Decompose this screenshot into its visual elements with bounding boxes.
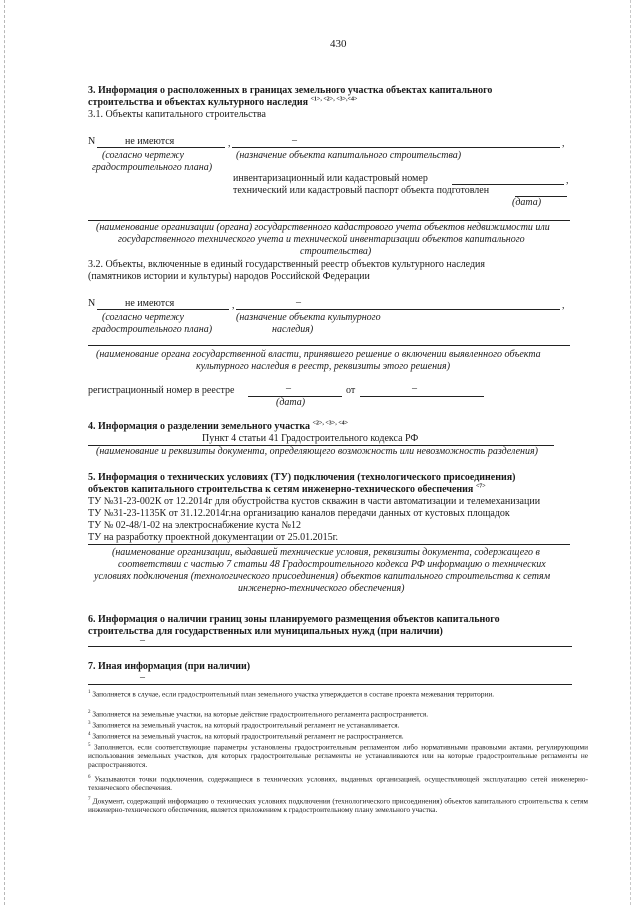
- footnote-2-text: Заполняется на земельные участки, на которые действие градостроительного регламента распространяется.: [92, 709, 429, 719]
- comma-1b: ,: [562, 138, 565, 149]
- footnote-2-number: 2: [88, 710, 91, 715]
- inventory-number-label: инвентаризационный или кадастровый номер: [233, 173, 428, 184]
- tu-underline: [88, 544, 570, 545]
- caption-drawing-1a: (согласно чертежу: [102, 150, 184, 161]
- division-document-caption: (наименование и реквизиты документа, определяющего возможность или невозможность разделения): [96, 446, 538, 457]
- tu-caption-1: (наименование организации, выдавшей технические условия, реквизиты документа, содержащего в: [112, 547, 540, 558]
- tu-item-1: ТУ №31-23-002К от 12.2014г для обустройства кустов скважин в части автоматизации и телемеханизации: [88, 496, 541, 507]
- purpose-value-2: –: [296, 297, 301, 308]
- section-3-heading-text: строительства и объектах культурного наследия: [88, 97, 309, 108]
- footnote-5-text: Заполняется, если соответствующие параметры установлены градостроительным регламентом либо нормативными правовыми актами, регулирующими использования земельных участков, для которых градостроительные регламенты не устанавливаются или на которые градостроительные регламенты не распространяются.: [88, 742, 588, 770]
- caption-purpose-1: (назначение объекта капитального строительства): [236, 150, 462, 161]
- division-document-value: Пункт 4 статьи 41 Градостроительного кодекса РФ: [202, 433, 419, 444]
- registry-date-value: –: [412, 383, 417, 394]
- passport-date-caption: (дата): [512, 197, 542, 208]
- footnote-6-text: Указываются точки подключения, содержащиеся в технических условиях, выданных организацией, осуществляющей эксплуатацию сетей инженерно-технического обеспечения.: [88, 774, 588, 793]
- footnote-6-number: 6: [88, 775, 91, 780]
- authority-caption-1: (наименование органа государственной власти, принявшего решение о включении выявленного объекта: [96, 349, 541, 360]
- subsection-3-2-line2: (памятников истории и культуры) народов Российской Федерации: [88, 271, 370, 282]
- passport-label: технический или кадастровый паспорт объекта подготовлен: [233, 185, 490, 196]
- caption-drawing-1b: градостроительного плана): [92, 162, 213, 173]
- caption-drawing-2b: градостроительного плана): [92, 324, 213, 335]
- org-caption-3: строительства): [300, 246, 372, 257]
- n-value-1: не имеются: [125, 136, 175, 147]
- tu-caption-4: инженерно-технического обеспечения): [238, 583, 405, 594]
- section-5-heading-line1: 5. Информация о технических условиях (ТУ) подключения (технологического присоединения): [88, 472, 516, 483]
- section-4-heading: [88, 421, 348, 433]
- section-4-heading-text: 4. Информация о разделении земельного участка: [88, 421, 311, 432]
- authority-field-line: [88, 345, 570, 346]
- purpose-field-line-2: [236, 309, 560, 310]
- footnote-2: [88, 708, 588, 718]
- section-3-heading-line1: 3. Информация о расположенных в границах земельного участка объектах капитального: [88, 85, 493, 96]
- footnote-1: [88, 688, 592, 698]
- caption-heritage-purpose-2: наследия): [272, 324, 314, 335]
- authority-caption-2: культурного наследия в реестр, реквизиты этого решения): [196, 361, 451, 372]
- tu-item-2: ТУ №31-23-1135К от 31.12.2014г.на организацию каналов передачи данных от кустовых площадок: [88, 508, 510, 519]
- footnote-separator: [88, 684, 572, 685]
- caption-drawing-2a: (согласно чертежу: [102, 312, 184, 323]
- n-label-2: N: [88, 298, 96, 309]
- footnote-1-number: 1: [88, 690, 91, 695]
- caption-heritage-purpose-1: (назначение объекта культурного: [236, 312, 381, 323]
- section-6-field-line: [88, 646, 572, 647]
- org-field-line: [88, 220, 570, 221]
- section-7-heading: 7. Иная информация (при наличии): [88, 661, 251, 672]
- section-4-footnote-refs: <2>, <3>, <4>: [312, 420, 349, 427]
- scan-edge-right: [630, 0, 631, 905]
- purpose-field-line-1: [232, 147, 560, 148]
- subsection-3-1-title: 3.1. Объекты капитального строительства: [88, 109, 266, 120]
- section-5-heading-line2: [88, 484, 486, 496]
- tu-item-3: ТУ № 02-48/1-02 на электроснабжение куста №12: [88, 520, 302, 531]
- footnote-4: [88, 730, 588, 740]
- footnote-4-text: Заполняется на земельный участок, на который градостроительный регламент не распространяется.: [92, 731, 404, 741]
- footnote-3-text: Заполняется на земельный участок, на который градостроительный регламент не устанавливается.: [92, 720, 400, 730]
- footnote-7-number: 7: [88, 797, 91, 802]
- scan-edge-left: [4, 0, 5, 905]
- footnote-4-number: 4: [88, 732, 91, 737]
- section-6-heading-line2: строительства для государственных или муниципальных нужд (при наличии): [88, 626, 443, 637]
- section-5-heading-text: объектов капитального строительства к сетям инженерно-технического обеспечения: [88, 484, 474, 495]
- tu-item-4: ТУ на разработку проектной документации от 25.01.2015г.: [88, 532, 339, 543]
- section-7-value: –: [140, 672, 145, 683]
- registry-from-label: от: [346, 385, 356, 396]
- org-caption-1: (наименование организации (органа) государственного кадастрового учета объектов недвижимости или: [96, 222, 550, 233]
- registry-date-line: [360, 396, 484, 397]
- footnote-5-number: 5: [88, 743, 91, 748]
- footnote-3-number: 3: [88, 721, 91, 726]
- section-3-heading-line2: [88, 97, 357, 109]
- subsection-3-2-line1: 3.2. Объекты, включенные в единый государственный реестр объектов культурного наследия: [88, 259, 485, 270]
- comma-inventory: ,: [566, 175, 569, 186]
- n-value-2: не имеются: [125, 298, 175, 309]
- footnote-7-text: Документ, содержащий информацию о технических условиях подключения (технологического присоединения) объектов капитального строительства к сетям инженерно-технического обеспечения, является приложением к градостроительному плану земельного участка.: [88, 796, 588, 815]
- section-5-footnote-ref: <7>: [475, 483, 486, 490]
- footnote-6: [88, 773, 588, 792]
- section-6-heading-line1: 6. Информация о наличии границ зоны планируемого размещения объектов капитального: [88, 614, 500, 625]
- section-3-footnote-refs: <1>, <2>, <3>,<4>: [310, 96, 358, 103]
- purpose-value-1: –: [292, 135, 297, 146]
- footnote-1-text: Заполняется в случае, если градостроительный план земельного участка утверждается в составе проекта межевания территории.: [92, 689, 495, 699]
- footnote-5: [88, 741, 588, 769]
- tu-caption-3: условиях подключения (технологического присоединения) объектов капитального строительства к сетям: [94, 571, 551, 582]
- footnote-3: [88, 719, 588, 729]
- n-label-1: N: [88, 136, 96, 147]
- registry-number-label: регистрационный номер в реестре: [88, 385, 235, 396]
- comma-1: ,: [228, 138, 231, 149]
- tu-caption-2: соответствии с частью 7 статьи 48 Градостроительного кодекса РФ информацию о технических: [118, 559, 546, 570]
- comma-2b: ,: [562, 300, 565, 311]
- footnote-7: [88, 795, 588, 814]
- comma-2: ,: [232, 300, 235, 311]
- page-number: 430: [330, 38, 347, 50]
- org-caption-2: государственного технического учета и технической инвентаризации объектов капитального: [118, 234, 525, 245]
- registry-date-caption: (дата): [276, 397, 306, 408]
- section-6-value: –: [140, 635, 145, 646]
- registry-number-value: –: [286, 383, 291, 394]
